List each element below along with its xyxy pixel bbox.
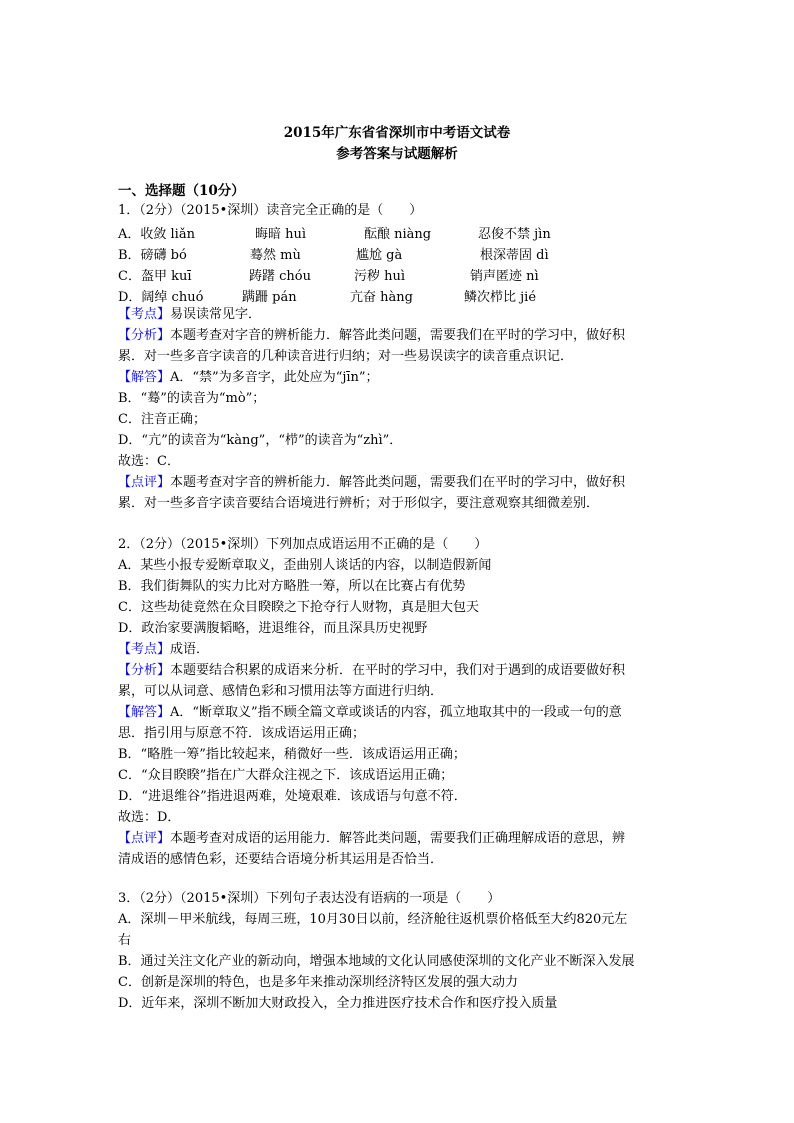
kaodian-text: 易误读常见字．: [170, 307, 262, 322]
q2-jieda-d: D．“进退维谷”指进退两难，处境艰难．该成语与句意不符．: [118, 789, 467, 804]
q3-option-b: B．通过关注文化产业的新动向，增强本地域的文化认同感使深圳的文化产业不断深入发展: [118, 954, 635, 969]
q1-option-c-4: 销声匿迹 nì: [470, 269, 539, 284]
q1-option-b-3: 尴尬 gà: [356, 248, 403, 263]
dianping-text: 本题考查对成语的运用能力．解答此类问题，需要我们正确理解成语的意思，辨: [170, 831, 626, 846]
doc-title: 2015年广东省省深圳市中考语文试卷: [283, 125, 511, 141]
q2-option-b: B．我们街舞队的实力比对方略胜一筹，所以在比赛占有优势: [118, 579, 466, 594]
q1-jieda-c: C．注音正确；: [118, 412, 206, 427]
dianping-text: 本题考查对字音的辨析能力．解答此类问题，需要我们在平时的学习中，做好积: [170, 475, 626, 490]
jieda-tag: 【解答】: [118, 705, 171, 720]
q1-option-c-1: C．盔甲 kuī: [118, 269, 192, 284]
kaodian-text: 成语．: [170, 642, 210, 657]
jieda-tag: 【解答】: [118, 370, 171, 385]
q2-option-a: A．某些小报专爱断章取义，歪曲别人谈话的内容，以制造假新闻: [118, 558, 492, 573]
q1-option-d-1: D．阔绰 chuó: [118, 290, 204, 305]
section-heading: 一、选择题（10分）: [118, 183, 245, 199]
doc-subtitle: 参考答案与试题解析: [336, 146, 458, 162]
kaodian-tag: 【考点】: [118, 642, 171, 657]
q1-option-a-2: 晦暗 huì: [255, 227, 307, 242]
q2-kaodian: [118, 640, 209, 660]
q2-dianping-cont: 清成语的感情色彩，还要结合语境分析其运用是否恰当．: [118, 852, 444, 867]
q1-option-a-4: 忍俊不禁 jìn: [478, 227, 551, 242]
q1-option-a-3: 酝酿 niàng: [364, 227, 432, 242]
q1-option-c-2: 踌躇 chóu: [249, 269, 311, 284]
kaodian-tag: 【考点】: [118, 307, 171, 322]
q1-option-b-1: B．磅礴 bó: [118, 248, 187, 263]
jieda-text: A．“禁”为多音字，此处应为“jīn”；: [170, 370, 379, 385]
q1-fenxi: [118, 326, 625, 346]
jieda-text: A．“断章取义”指不顾全篇文章或谈话的内容，孤立地取其中的一段或一句的意: [170, 705, 622, 720]
q1-dianping: [118, 473, 625, 493]
dianping-tag: 【点评】: [118, 831, 171, 846]
q1-option-d-2: 蹒跚 pán: [242, 290, 297, 305]
dianping-tag: 【点评】: [118, 475, 171, 490]
q2-jieda-b: B．“略胜一筹”指比较起来，稍微好一些．该成语运用正确；: [118, 747, 466, 762]
q1-option-a-1: A．收敛 liǎn: [118, 227, 195, 242]
q1-jieda-d: D．“亢”的读音为“kàng”，“栉”的读音为“zhì”．: [118, 433, 403, 448]
q1-option-b-4: 根深蒂固 dì: [480, 248, 549, 263]
q2-option-c: C．这些劫徒竟然在众目睽睽之下抢夺行人财物，真是胆大包天: [118, 600, 479, 615]
q1-jieda: [118, 368, 379, 388]
q2-dianping: [118, 829, 625, 849]
q3-option-c: C．创新是深圳的特色，也是多年来推动深圳经济特区发展的强大动力: [118, 975, 518, 990]
q2-fenxi-cont: 累，可以从词意、感情色彩和习惯用法等方面进行归纳．: [118, 684, 444, 699]
q3-stem: 3．（2分）（2015•深圳）下列句子表达没有语病的一项是（ ）: [118, 891, 501, 906]
q2-jieda: [118, 703, 622, 723]
q1-dianping-cont: 累．对一些多音字读音要结合语境进行辨析；对于形似字，要注意观察其细微差别．: [118, 496, 600, 511]
q1-jieda-b: B．“蓦”的读音为“mò”；: [118, 391, 266, 406]
q3-option-d: D．近年来，深圳不断加大财政投入，全力推进医疗技术合作和医疗投入质量: [118, 996, 558, 1011]
q2-jieda-c: C．“众目睽睽”指在广大群众注视之下．该成语运用正确；: [118, 768, 454, 783]
q1-answer: 故选：C．: [118, 454, 180, 469]
q2-answer: 故选：D．: [118, 810, 181, 825]
q3-option-a: A．深圳－甲米航线，每周三班，10月30日以前，经济舱往返机票价格低至大约820元左: [118, 912, 628, 927]
q2-fenxi: [118, 661, 625, 681]
q1-option-d-3: 亢奋 hàng: [350, 290, 413, 305]
q1-stem: 1．（2分）（2015•深圳）读音完全正确的是（ ）: [118, 203, 423, 218]
q1-option-c-3: 污秽 huì: [354, 269, 406, 284]
q1-option-d-4: 鳞次栉比 jié: [464, 290, 537, 305]
fenxi-tag: 【分析】: [118, 328, 171, 343]
fenxi-tag: 【分析】: [118, 663, 171, 678]
fenxi-text: 本题要结合积累的成语来分析．在平时的学习中，我们对于遇到的成语要做好积: [170, 663, 626, 678]
q2-jieda-a-cont: 思．指引用与原意不符．该成语运用正确；: [118, 726, 366, 741]
fenxi-text: 本题考查对字音的辨析能力．解答此类问题，需要我们在平时的学习中，做好积: [170, 328, 626, 343]
q1-kaodian: [118, 305, 261, 325]
q2-stem: 2．（2分）（2015•深圳）下列加点成语运用不正确的是（ ）: [118, 537, 488, 552]
q1-option-b-2: 蓦然 mù: [250, 248, 301, 263]
q2-option-d: D．政治家要满腹韬略，进退维谷，而且深具历史视野: [118, 621, 428, 636]
q1-fenxi-cont: 累．对一些多音字读音的几种读音进行归纳；对一些易误读字的读音重点识记．: [118, 349, 574, 364]
q3-option-a-cont: 右: [118, 933, 132, 948]
